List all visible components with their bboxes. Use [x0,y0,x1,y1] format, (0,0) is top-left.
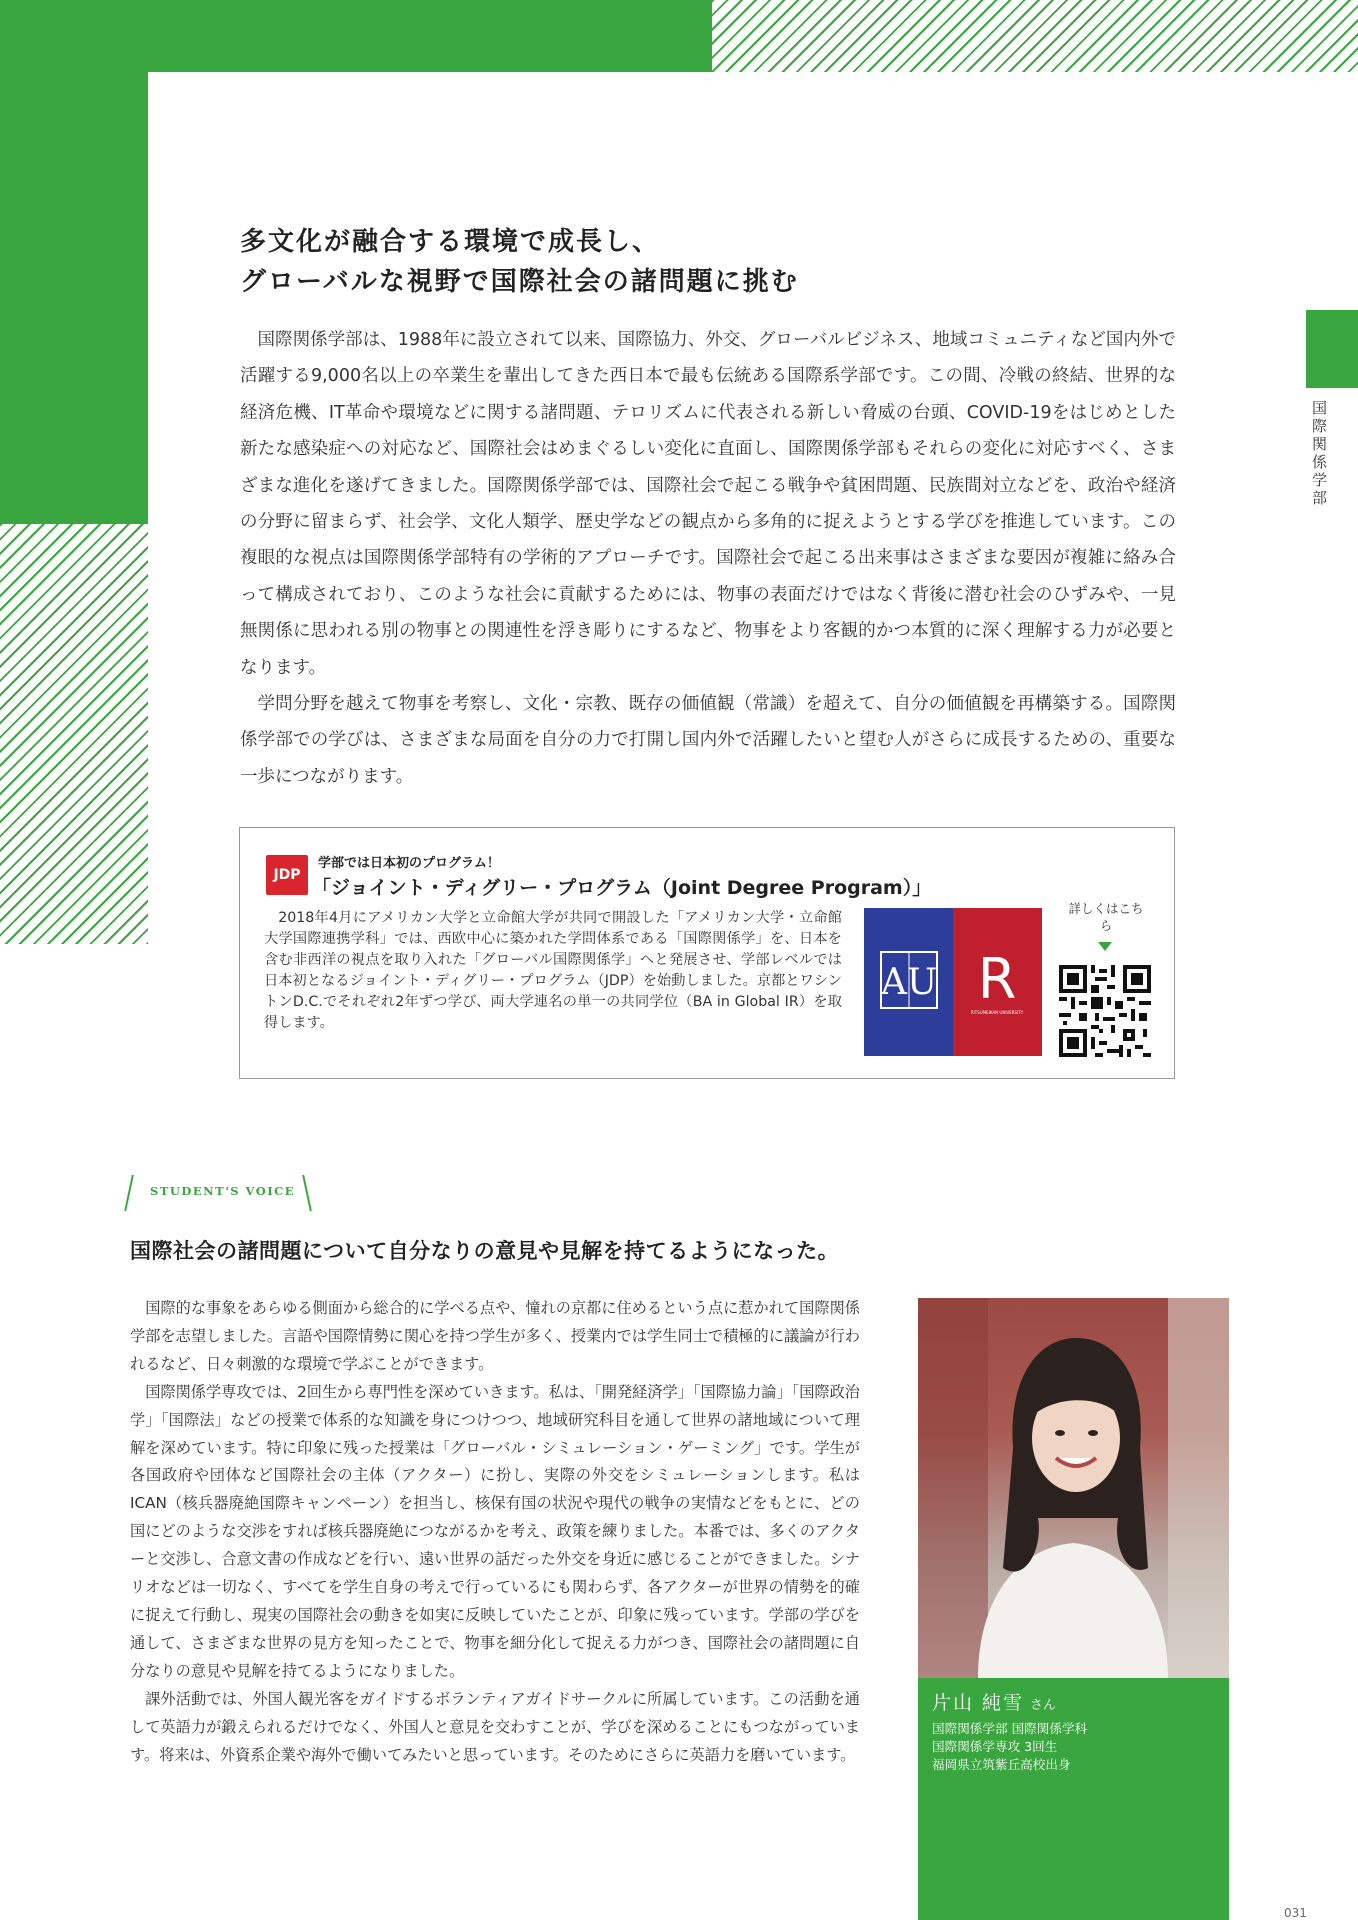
intro-paragraph: 学問分野を越えて物事を考察し、文化・宗教、既存の価値観（常識）を超えて、自分の価値観を再構築する。国際関係学部での学びは、さまざまな局面を自分の力で打開し国内外で活躍したいと望む人がさらに成長するための、重要な一歩につながります。 [240,694,1176,787]
student-info-line: 国際関係学部 国際関係学科 [932,1721,1088,1736]
student-name [932,1688,1056,1715]
header-stripe-pattern [712,0,1358,72]
voice-paragraph: 国際関係学専攻では、2回生から専門性を深めていきます。私は、「開発経済学」「国際協力論」「国際政治学」「国際法」などの授業で体系的な知識を身につけつつ、地域研究科目を通して世界の諸地域について理解を深めています。特に印象に残った授業は「グローバル・シミュレーション・ゲーミング」です。学生が各国政府や団体など国際社会の主体（アクター）に扮し、実際の外交をシミュレーションします。私はICAN（核兵器廃絶国際キャンペーン）を担当し、核保有国の状況や現代の戦争の実情などをもとに、どの国にどのような交渉をすれば核兵器廃絶につながるかを考え、政策を練りました。本番では、多くのアクターと交渉し、合意文書の作成などを行い、遠い世界の話だった外交を身近に感じることができました。シナリオなどは一切なく、すべてを学生自身の考えで行っているにも関わらず、各アクターが世界の情勢を的確に捉えて行動し、現実の国際社会の動きを如実に反映していたことが、印象に残っています。学部の学びを通して、さまざまな世界の見方を知ったことで、物事を細分化して捉える力がつき、国際社会の諸問題に自分なりの意見や見解を持てるようになりました。 [130,1382,860,1680]
r-logo-caption: RITSUMEIKAN UNIVERSITY [970,1010,1024,1015]
student-voice-headline: 国際社会の諸問題について自分なりの意見や見解を持てるようになった。 [130,1239,840,1263]
jdp-title: 「ジョイント・ディグリー・プログラム（Joint Degree Program）」 [312,877,932,899]
intro-paragraph: 国際関係学部は、1988年に設立されて以来、国際協力、外交、グローバルビジネス、地域コミュニティなど国内外で活躍する9,000名以上の卒業生を輩出してきた西日本で最も伝統ある国際系学部です。この間、冷戦の終結、世界的な経済危機、IT革命や環境などに関する諸問題、テロリズムに代表される新しい脅威の台頭、COVID-19をはじめとした新たな感染症への対応など、国際社会はめまぐるしい変化に直面し、国際関係学部もそれらの変化に対応すべく、さまざまな進化を遂げてきました。国際関係学部では、国際社会で起こる戦争や貧困問題、民族間対立などを、政治や経済の分野に留まらず、社会学、文化人類学、歴史学などの観点から多角的に捉えようとする学びを推進しています。この複眼的な視点は国際関係学部特有の学術的アプローチです。国際社会で起こる出来事はさまざまな要因が複雑に絡み合って構成されており、このような社会に貢献するためには、物事の表面だけではなく背後に潜む社会のひずみや、一見無関係に思われる別の物事との関連性を浮き彫りにするなど、物事をより客観的かつ本質的に深く理解する力が必要となります。 [240,330,1176,678]
voice-paragraph: 課外活動では、外国人観光客をガイドするボランティアガイドサークルに所属しています。この活動を通して英語力が鍛えられるだけでなく、外国人と意見を交わすことが、学びを深めることにもつながっています。将来は、外資系企業や海外で働いてみたいと思っています。そのためにさらに英語力を磨いています。 [130,1689,860,1764]
section-tab-label: 国際関係学部 [1310,400,1328,508]
left-stripe-pattern [0,524,148,944]
ritsumeikan-logo [953,908,1042,1056]
more-info-label: 詳しくはこちら [1068,901,1144,933]
voice-label-bracket-left [124,1175,134,1211]
headline-line-2: グローバルな視野で国際社会の諸問題に挑む [240,267,799,297]
page-headline [240,222,1140,302]
header-green-block [0,0,712,72]
jdp-subtitle: 学部では日本初のプログラム！ [318,856,500,871]
student-voice-body [130,1295,860,1769]
student-info [932,1720,1087,1774]
left-green-block [0,72,148,524]
voice-paragraph: 国際的な事象をあらゆる側面から総合的に学べる点や、憧れの京都に住めるという点に惹かれて国際関係学部を志望しました。言語や国際情勢に関心を持つ学生が多く、授業内では学生同士で積極的に議論が行われるなど、日々刺激的な環境で学ぶことができます。 [130,1299,860,1373]
american-university-logo [864,908,953,1056]
au-logo-text: AU [880,962,938,1003]
student-name-text: 片山 純雪 [932,1692,1025,1714]
jdp-badge: JDP [266,855,308,895]
student-voice-label: STUDENT'S VOICE [150,1184,296,1198]
section-tab [1306,310,1358,388]
jdp-paragraph: 2018年4月にアメリカン大学と立命館大学が共同で開設した「アメリカン大学・立命館大学国際連携学科」では、西欧中心に築かれた学問体系である「国際関係学」を、日本を含む非西洋の視点を取り入れた「グローバル国際関係学」へと発展させ、学部レベルでは日本初となるジョイント・ディグリー・プログラム（JDP）を始動しました。京都とワシントンD.C.でそれぞれ2年ずつ学び、両大学連名の単一の共同学位（BA in Global IR）を取得します。 [264,910,842,1031]
student-info-line: 福岡県立筑紫丘高校出身 [932,1757,1071,1772]
student-info-line: 国際関係学専攻 3回生 [932,1739,1058,1754]
student-honorific: さん [1030,1698,1057,1713]
voice-label-bracket-right [302,1175,312,1211]
r-logo-text: R [977,947,1017,1012]
arrow-down-icon [1098,942,1112,951]
intro-text [240,322,1176,795]
headline-line-1: 多文化が融合する環境で成長し、 [240,227,661,257]
qr-code-icon[interactable] [1059,965,1151,1057]
student-photo [918,1298,1229,1678]
page-number: 031 [1284,1906,1307,1920]
jdp-description [264,908,842,1034]
